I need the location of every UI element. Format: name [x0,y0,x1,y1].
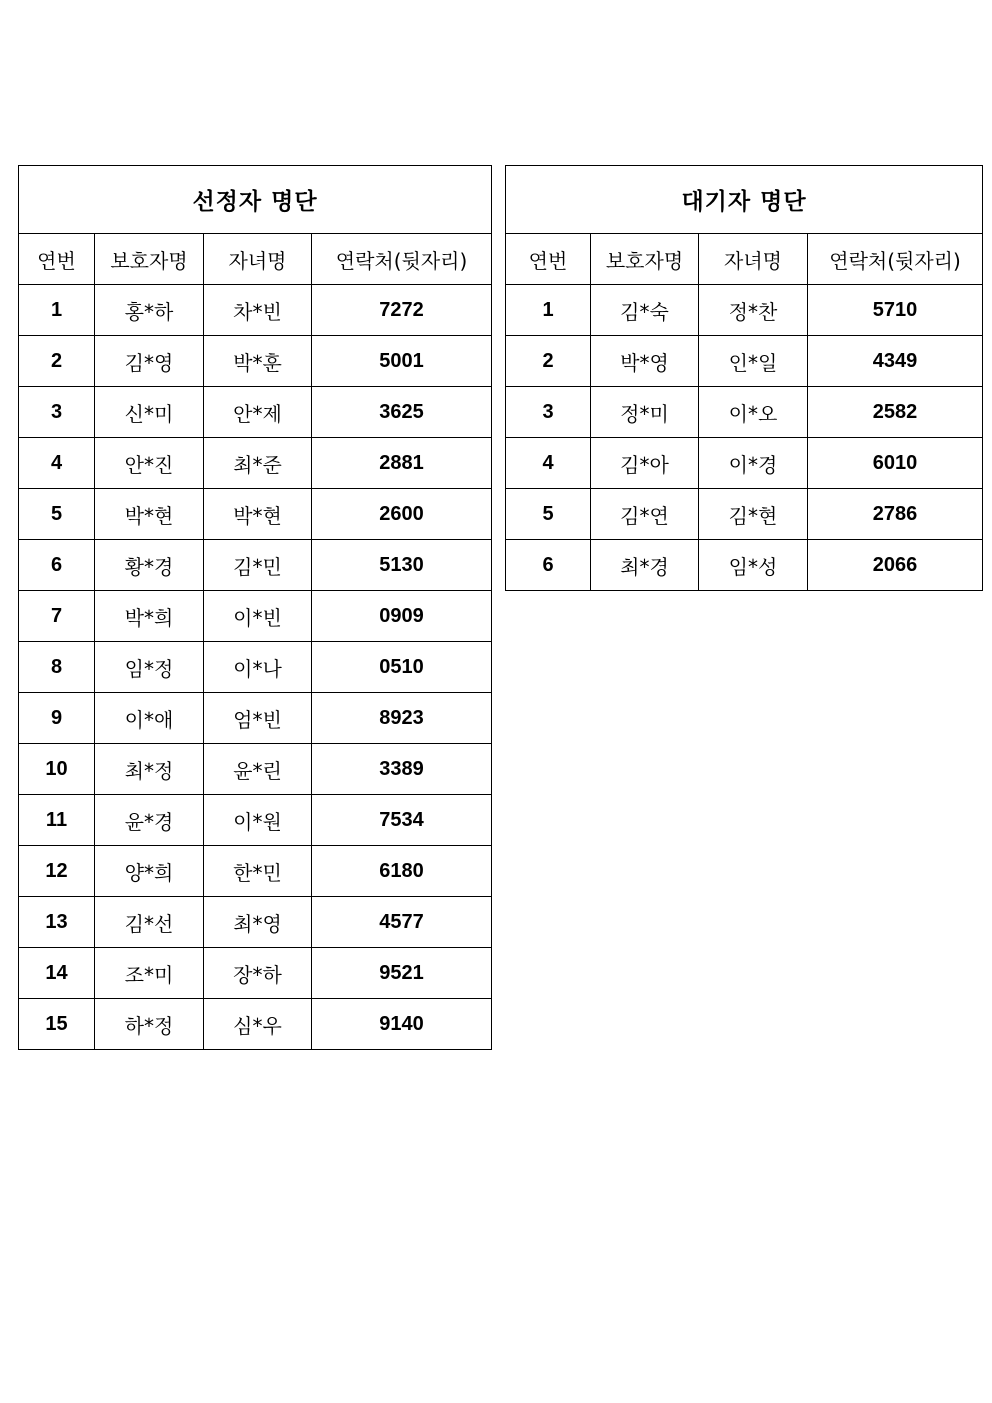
cell-number: 13 [19,897,95,948]
cell-number: 8 [19,642,95,693]
cell-contact: 3389 [312,744,492,795]
cell-contact: 4349 [808,336,983,387]
cell-guardian-name: 최*경 [591,540,699,591]
cell-contact: 7534 [312,795,492,846]
column-header-number: 연번 [506,234,591,285]
table-row [506,489,983,540]
cell-number: 9 [19,693,95,744]
cell-child-name: 이*경 [699,438,808,489]
cell-guardian-name: 하*정 [95,999,204,1050]
column-header-child: 자녀명 [204,234,312,285]
waiting-list-table [505,165,983,591]
table-row [19,489,492,540]
column-header-number: 연번 [19,234,95,285]
table-title: 선정자 명단 [19,166,492,234]
cell-contact: 6180 [312,846,492,897]
cell-guardian-name: 조*미 [95,948,204,999]
cell-contact: 4577 [312,897,492,948]
table-row [19,540,492,591]
cell-guardian-name: 김*선 [95,897,204,948]
cell-contact: 2600 [312,489,492,540]
table-title: 대기자 명단 [506,166,983,234]
cell-guardian-name: 안*진 [95,438,204,489]
cell-child-name: 이*원 [204,795,312,846]
cell-guardian-name: 홍*하 [95,285,204,336]
cell-guardian-name: 박*현 [95,489,204,540]
cell-contact: 2881 [312,438,492,489]
cell-guardian-name: 김*영 [95,336,204,387]
cell-child-name: 박*훈 [204,336,312,387]
cell-number: 14 [19,948,95,999]
table-row [19,438,492,489]
cell-number: 15 [19,999,95,1050]
cell-guardian-name: 황*경 [95,540,204,591]
table-row [19,693,492,744]
cell-child-name: 김*민 [204,540,312,591]
cell-contact: 5001 [312,336,492,387]
cell-child-name: 최*준 [204,438,312,489]
table-row [506,285,983,336]
column-header-guardian: 보호자명 [95,234,204,285]
cell-guardian-name: 김*아 [591,438,699,489]
cell-number: 1 [506,285,591,336]
cell-contact: 5130 [312,540,492,591]
cell-guardian-name: 박*희 [95,591,204,642]
cell-guardian-name: 정*미 [591,387,699,438]
cell-child-name: 정*찬 [699,285,808,336]
cell-contact: 9521 [312,948,492,999]
cell-child-name: 박*현 [204,489,312,540]
cell-guardian-name: 양*희 [95,846,204,897]
cell-guardian-name: 신*미 [95,387,204,438]
cell-contact: 2786 [808,489,983,540]
table-row [19,387,492,438]
table-row [19,948,492,999]
cell-guardian-name: 최*정 [95,744,204,795]
cell-child-name: 윤*린 [204,744,312,795]
table-row [506,336,983,387]
table-row [19,744,492,795]
cell-contact: 7272 [312,285,492,336]
cell-guardian-name: 김*연 [591,489,699,540]
cell-contact: 5710 [808,285,983,336]
cell-number: 1 [19,285,95,336]
cell-number: 5 [19,489,95,540]
table-row [506,540,983,591]
cell-contact: 6010 [808,438,983,489]
cell-child-name: 인*일 [699,336,808,387]
column-header-contact: 연락처(뒷자리) [808,234,983,285]
cell-number: 7 [19,591,95,642]
cell-number: 11 [19,795,95,846]
cell-number: 4 [506,438,591,489]
table-row [19,642,492,693]
cell-guardian-name: 이*애 [95,693,204,744]
column-header-child: 자녀명 [699,234,808,285]
cell-guardian-name: 임*정 [95,642,204,693]
cell-number: 10 [19,744,95,795]
cell-number: 2 [506,336,591,387]
table-row [19,336,492,387]
cell-child-name: 심*우 [204,999,312,1050]
cell-number: 3 [506,387,591,438]
cell-contact: 0510 [312,642,492,693]
cell-contact: 2582 [808,387,983,438]
cell-child-name: 장*하 [204,948,312,999]
cell-child-name: 임*성 [699,540,808,591]
cell-child-name: 차*빈 [204,285,312,336]
column-header-guardian: 보호자명 [591,234,699,285]
table-row [506,387,983,438]
cell-contact: 3625 [312,387,492,438]
table-row [19,897,492,948]
cell-contact: 8923 [312,693,492,744]
column-header-contact: 연락처(뒷자리) [312,234,492,285]
cell-contact: 0909 [312,591,492,642]
cell-guardian-name: 박*영 [591,336,699,387]
cell-child-name: 엄*빈 [204,693,312,744]
cell-child-name: 김*현 [699,489,808,540]
cell-contact: 9140 [312,999,492,1050]
cell-number: 6 [19,540,95,591]
table-row [19,795,492,846]
cell-number: 12 [19,846,95,897]
cell-number: 2 [19,336,95,387]
table-row [506,438,983,489]
table-row [19,999,492,1050]
selected-list-table [18,165,492,1050]
cell-number: 4 [19,438,95,489]
cell-child-name: 이*나 [204,642,312,693]
cell-child-name: 이*오 [699,387,808,438]
cell-child-name: 안*제 [204,387,312,438]
cell-number: 5 [506,489,591,540]
cell-number: 6 [506,540,591,591]
cell-child-name: 한*민 [204,846,312,897]
cell-number: 3 [19,387,95,438]
cell-child-name: 최*영 [204,897,312,948]
cell-guardian-name: 김*숙 [591,285,699,336]
cell-guardian-name: 윤*경 [95,795,204,846]
cell-child-name: 이*빈 [204,591,312,642]
table-row [19,591,492,642]
table-row [19,846,492,897]
cell-contact: 2066 [808,540,983,591]
table-row [19,285,492,336]
